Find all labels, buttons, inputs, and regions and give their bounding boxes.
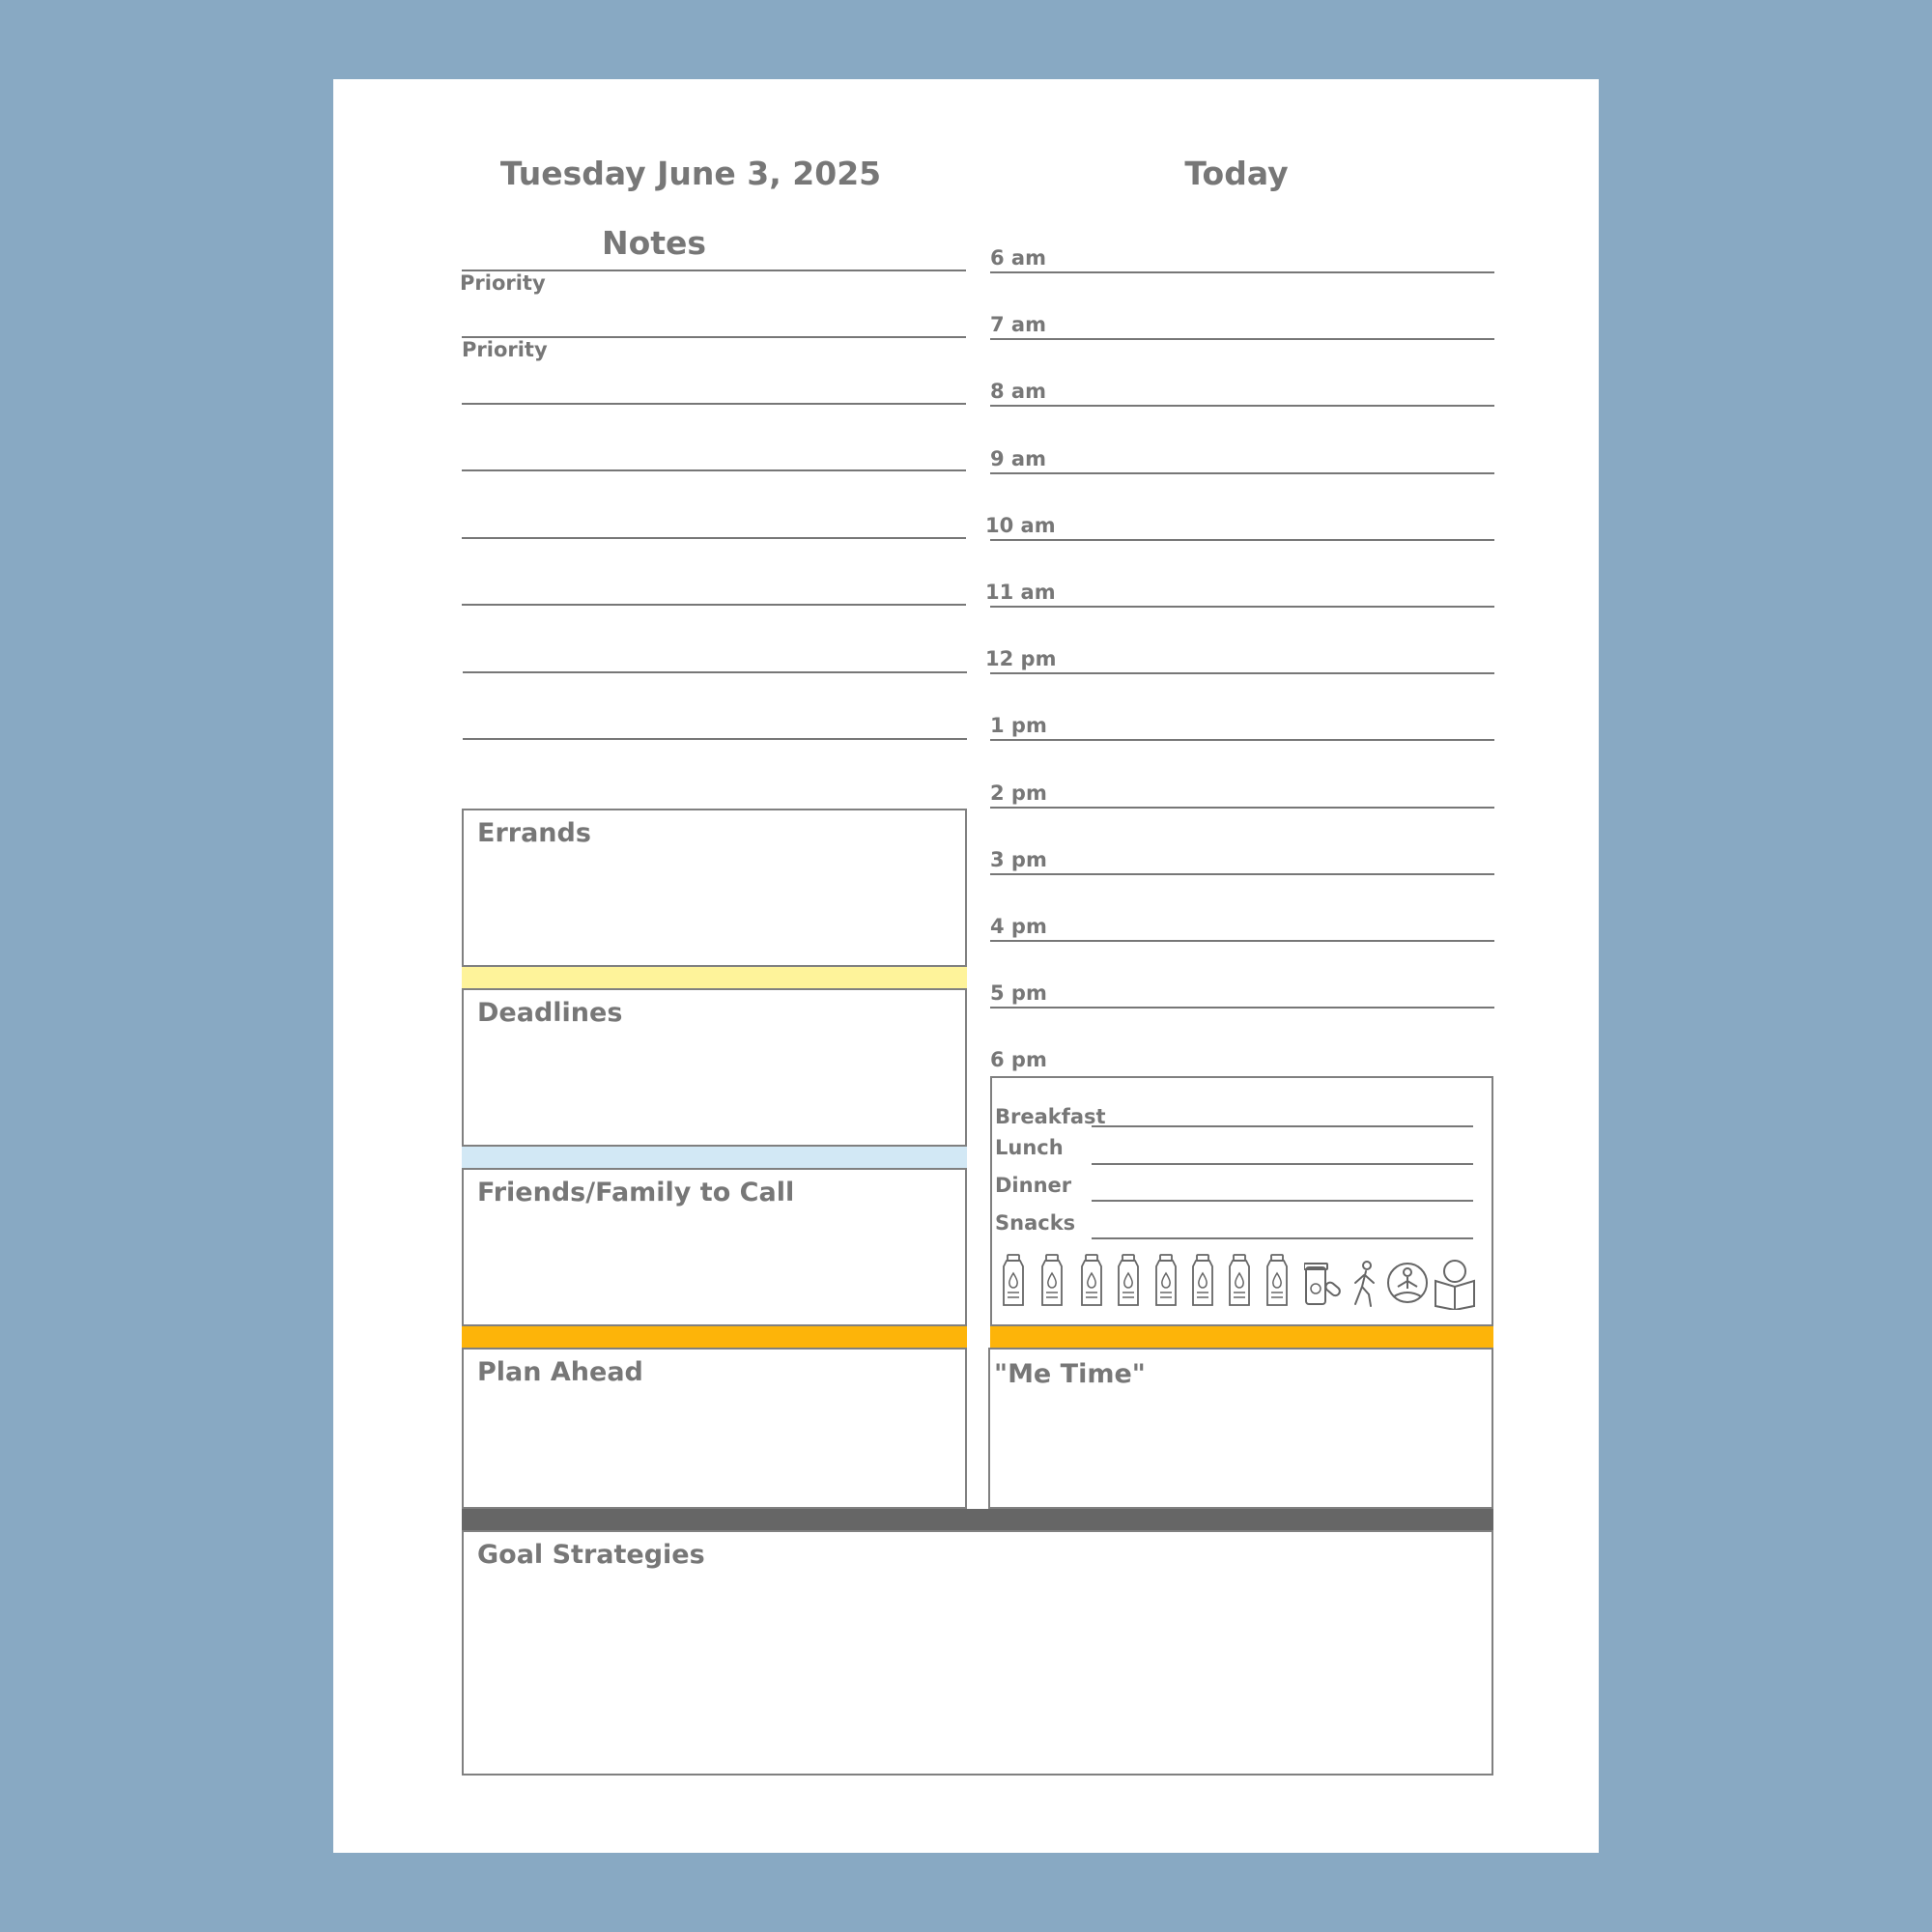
schedule-line[interactable] [990,873,1494,875]
dinner-line[interactable] [1092,1200,1473,1202]
breakfast-label: Breakfast [995,1105,1106,1128]
planner-page [333,79,1599,1853]
water-bottle-icon[interactable] [1189,1254,1216,1308]
time-label: 7 am [990,313,1046,337]
time-label: 6 am [990,246,1046,270]
time-label: 12 pm [985,647,1057,671]
water-bottle-icon[interactable] [1115,1254,1142,1308]
priority-label: Priority [462,338,548,361]
yellow-divider [462,967,967,988]
note-line[interactable] [463,671,967,673]
me-time-label: "Me Time" [994,1359,1146,1389]
today-title: Today [1184,155,1289,192]
lunch-line[interactable] [1092,1163,1473,1165]
time-label: 9 am [990,446,1046,470]
time-label: 2 pm [990,781,1047,805]
walking-icon[interactable] [1348,1260,1382,1310]
water-bottle-icon[interactable] [1078,1254,1105,1308]
deadlines-label: Deadlines [477,998,623,1028]
time-label: 11 am [985,581,1056,604]
orange-divider-gap [967,1326,990,1348]
notes-title: Notes [601,224,707,262]
note-line[interactable] [462,403,966,405]
dinner-label: Dinner [995,1174,1072,1197]
water-bottle-icon[interactable] [1226,1254,1253,1308]
water-bottle-icon[interactable] [1152,1254,1179,1308]
water-bottle-icon[interactable] [1038,1254,1065,1308]
meals-box [990,1076,1493,1326]
water-bottle-icon[interactable] [1264,1254,1291,1308]
me-time-box[interactable] [988,1348,1493,1509]
time-label: 10 am [985,513,1056,537]
time-label: 1 pm [990,714,1047,738]
schedule-line[interactable] [990,1007,1494,1009]
schedule-line[interactable] [990,940,1494,942]
plan-ahead-label: Plan Ahead [477,1357,643,1387]
meditation-icon[interactable] [1386,1260,1429,1310]
time-label: 6 pm [990,1048,1047,1072]
schedule-line[interactable] [990,338,1494,340]
goal-strategies-label: Goal Strategies [477,1540,705,1570]
note-line[interactable] [463,738,967,740]
schedule-line[interactable] [990,271,1494,273]
schedule-line[interactable] [990,539,1494,541]
deadlines-box[interactable] [462,988,967,1147]
time-label: 5 pm [990,981,1047,1006]
reading-icon[interactable] [1433,1258,1477,1310]
blue-divider [462,1147,967,1168]
friends-family-label: Friends/Family to Call [477,1178,795,1208]
schedule-line[interactable] [990,807,1494,809]
schedule-line[interactable] [990,672,1494,674]
lunch-label: Lunch [995,1136,1064,1159]
note-line[interactable] [462,604,966,606]
gray-divider [462,1509,1493,1530]
note-line[interactable] [462,469,966,471]
goal-strategies-box[interactable] [462,1530,1493,1776]
water-bottle-icon[interactable] [1000,1254,1027,1308]
errands-box[interactable] [462,809,967,967]
priority-label: Priority [460,271,546,295]
schedule-line[interactable] [990,739,1494,741]
time-label: 4 pm [990,915,1047,938]
time-label: 8 am [990,380,1046,404]
snacks-line[interactable] [1092,1237,1473,1239]
plan-ahead-box[interactable] [462,1348,967,1509]
time-label: 3 pm [990,847,1047,871]
snacks-label: Snacks [995,1211,1076,1235]
schedule-line[interactable] [990,405,1494,407]
date-title: Tuesday June 3, 2025 [499,155,882,192]
breakfast-line[interactable] [1092,1125,1473,1127]
schedule-line[interactable] [990,472,1494,474]
errands-label: Errands [477,818,591,848]
vitamins-icon[interactable] [1304,1262,1343,1310]
note-line[interactable] [462,537,966,539]
friends-family-box[interactable] [462,1168,967,1326]
schedule-line[interactable] [990,606,1494,608]
